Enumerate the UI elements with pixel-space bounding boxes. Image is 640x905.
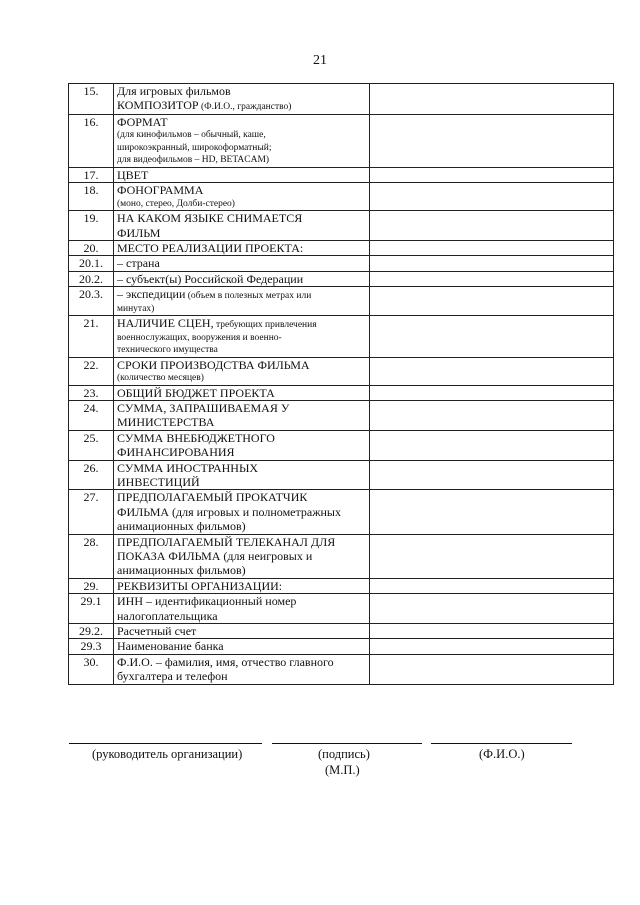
row-label xyxy=(117,183,366,197)
form-row xyxy=(69,271,614,286)
row-number: 24. xyxy=(69,400,114,430)
row-note: (для кинофильмов – обычный, каше, широкоэкранный, широкоформатный; для видеофильмов – HD, BETACAM) xyxy=(117,130,272,166)
row-label xyxy=(117,535,366,578)
row-label-text: НАЛИЧИЕ СЦЕН, xyxy=(117,316,214,331)
form-row xyxy=(69,490,614,534)
row-note: военнослужащих, вооружения и военно- технического имущества xyxy=(117,332,282,356)
row-number: 17. xyxy=(69,167,114,182)
form-row xyxy=(69,183,614,211)
row-label xyxy=(117,287,366,303)
row-description xyxy=(114,639,370,654)
row-label-text: НА КАКОМ ЯЗЫКЕ СНИМАЕТСЯ ФИЛЬМ xyxy=(117,211,303,240)
row-label xyxy=(117,594,366,623)
row-number: 20.1. xyxy=(69,256,114,271)
form-row xyxy=(69,400,614,430)
row-description xyxy=(114,287,370,316)
row-description xyxy=(114,534,370,578)
page-number: 21 xyxy=(313,53,327,68)
row-label xyxy=(117,316,366,332)
row-number: 29.2. xyxy=(69,624,114,639)
row-number: 27. xyxy=(69,490,114,534)
row-label xyxy=(117,115,366,129)
row-label-text: СУММА ИНОСТРАННЫХ ИНВЕСТИЦИЙ xyxy=(117,460,259,489)
row-value-field[interactable] xyxy=(370,624,614,639)
row-value-field[interactable] xyxy=(370,578,614,593)
form-row xyxy=(69,84,614,115)
row-value-field[interactable] xyxy=(370,490,614,534)
row-description xyxy=(114,240,370,255)
signature-line-name xyxy=(431,743,572,744)
row-description xyxy=(114,167,370,182)
row-value-field[interactable] xyxy=(370,114,614,167)
row-number: 30. xyxy=(69,654,114,684)
row-label-text: ФОРМАТ xyxy=(117,114,168,129)
row-description xyxy=(114,84,370,115)
application-form-table xyxy=(68,83,614,685)
row-number: 23. xyxy=(69,385,114,400)
row-label-text: – страна xyxy=(117,256,160,271)
row-inline-note: (Ф.И.О., гражданство) xyxy=(198,102,292,113)
row-description xyxy=(114,271,370,286)
form-row xyxy=(69,430,614,460)
row-number: 22. xyxy=(69,357,114,385)
form-row xyxy=(69,460,614,490)
row-number: 19. xyxy=(69,211,114,241)
row-note: (моно, стерео, Долби-стерео) xyxy=(117,198,235,209)
row-label-text: ИНН – идентификационный номер налогоплательщика xyxy=(117,594,297,623)
row-value-field[interactable] xyxy=(370,316,614,358)
form-row xyxy=(69,114,614,167)
row-description xyxy=(114,316,370,358)
row-value-field[interactable] xyxy=(370,84,614,115)
row-description xyxy=(114,654,370,684)
row-label-text: МЕСТО РЕАЛИЗАЦИИ ПРОЕКТА: xyxy=(117,240,304,255)
form-row xyxy=(69,240,614,255)
form-body xyxy=(69,84,614,685)
row-number: 21. xyxy=(69,316,114,358)
row-label-text: ФОНОГРАММА xyxy=(117,183,204,198)
row-value-field[interactable] xyxy=(370,654,614,684)
form-row xyxy=(69,594,614,624)
row-value-field[interactable] xyxy=(370,271,614,286)
row-number: 15. xyxy=(69,84,114,115)
row-value-field[interactable] xyxy=(370,400,614,430)
row-number: 20. xyxy=(69,240,114,255)
row-label-text: ОБЩИЙ БЮДЖЕТ ПРОЕКТА xyxy=(117,385,275,400)
row-label-text: – экспедиции xyxy=(117,287,186,302)
row-description xyxy=(114,578,370,593)
row-label-text: РЕКВИЗИТЫ ОРГАНИЗАЦИИ: xyxy=(117,578,283,593)
row-label-text: Для игровых фильмов КОМПОЗИТОР xyxy=(117,84,231,113)
row-label xyxy=(117,168,366,182)
row-number: 16. xyxy=(69,114,114,167)
row-label-text: СРОКИ ПРОИЗВОДСТВА ФИЛЬМА xyxy=(117,357,310,372)
form-row xyxy=(69,316,614,358)
row-value-field[interactable] xyxy=(370,430,614,460)
row-description xyxy=(114,256,370,271)
row-description xyxy=(114,385,370,400)
signature-label: (подпись) xyxy=(318,747,370,761)
row-description xyxy=(114,357,370,385)
row-label xyxy=(117,211,366,240)
form-row xyxy=(69,624,614,639)
row-description xyxy=(114,490,370,534)
row-label-text: ПРЕДПОЛАГАЕМЫЙ ПРОКАТЧИК ФИЛЬМА (для игровых и полнометражных анимационных фильмов) xyxy=(117,490,341,534)
row-label xyxy=(117,639,366,653)
row-label-text: – субъект(ы) Российской Федерации xyxy=(117,271,304,286)
row-label xyxy=(117,241,366,255)
row-value-field[interactable] xyxy=(370,211,614,241)
row-label xyxy=(117,272,366,286)
row-inline-note: (объем в полезных метрах или xyxy=(185,291,312,302)
row-value-field[interactable] xyxy=(370,167,614,182)
row-description xyxy=(114,114,370,167)
row-description xyxy=(114,594,370,624)
row-label xyxy=(117,490,366,533)
form-row xyxy=(69,654,614,684)
row-value-field[interactable] xyxy=(370,460,614,490)
row-label xyxy=(117,655,366,684)
row-inline-note: требующих привлечения xyxy=(213,320,317,331)
row-number: 29. xyxy=(69,578,114,593)
row-number: 28. xyxy=(69,534,114,578)
row-label xyxy=(117,461,366,490)
row-number: 26. xyxy=(69,460,114,490)
row-value-field[interactable] xyxy=(370,183,614,211)
full-name-label: (Ф.И.О.) xyxy=(479,747,525,761)
row-label xyxy=(117,401,366,430)
row-description xyxy=(114,211,370,241)
row-number: 29.3 xyxy=(69,639,114,654)
row-number: 20.3. xyxy=(69,287,114,316)
row-label-text: ПРЕДПОЛАГАЕМЫЙ ТЕЛЕКАНАЛ ДЛЯ ПОКАЗА ФИЛЬМА (для неигровых и анимационных фильмов) xyxy=(117,534,336,578)
stamp-label: (М.П.) xyxy=(325,763,360,777)
row-value-field[interactable] xyxy=(370,594,614,624)
form-row xyxy=(69,357,614,385)
form-row xyxy=(69,287,614,316)
row-label xyxy=(117,624,366,638)
row-note: (количество месяцев) xyxy=(117,373,204,384)
form-row xyxy=(69,385,614,400)
form-row xyxy=(69,578,614,593)
row-description xyxy=(114,400,370,430)
row-label-text: Расчетный счет xyxy=(117,624,197,639)
row-label xyxy=(117,579,366,593)
row-description xyxy=(114,460,370,490)
row-label-text: Ф.И.О. – фамилия, имя, отчество главного бухгалтера и телефон xyxy=(117,654,334,684)
row-number: 20.2. xyxy=(69,271,114,286)
form-row xyxy=(69,211,614,241)
row-description xyxy=(114,430,370,460)
row-label-text: ЦВЕТ xyxy=(117,167,149,182)
signature-line-signature xyxy=(272,743,422,744)
row-label xyxy=(117,358,366,372)
row-value-field[interactable] xyxy=(370,385,614,400)
signature-line-head xyxy=(69,743,262,744)
row-number: 25. xyxy=(69,430,114,460)
row-label-text: Наименование банка xyxy=(117,639,224,654)
row-label-text: СУММА ВНЕБЮДЖЕТНОГО ФИНАНСИРОВАНИЯ xyxy=(117,430,275,460)
row-value-field[interactable] xyxy=(370,240,614,255)
row-description xyxy=(114,183,370,211)
row-description xyxy=(114,624,370,639)
row-note: минутах) xyxy=(117,303,155,314)
row-value-field[interactable] xyxy=(370,534,614,578)
row-value-field[interactable] xyxy=(370,357,614,385)
form-row xyxy=(69,639,614,654)
row-label xyxy=(117,84,366,114)
form-row xyxy=(69,256,614,271)
row-label xyxy=(117,386,366,400)
row-value-field[interactable] xyxy=(370,287,614,316)
row-number: 18. xyxy=(69,183,114,211)
head-of-organization-label: (руководитель организации) xyxy=(92,747,243,761)
form-row xyxy=(69,167,614,182)
row-value-field[interactable] xyxy=(370,639,614,654)
row-label-text: СУММА, ЗАПРАШИВАЕМАЯ У МИНИСТЕРСТВА xyxy=(117,400,290,430)
row-label xyxy=(117,256,366,270)
row-number: 29.1 xyxy=(69,594,114,624)
row-label xyxy=(117,431,366,460)
row-value-field[interactable] xyxy=(370,256,614,271)
form-row xyxy=(69,534,614,578)
